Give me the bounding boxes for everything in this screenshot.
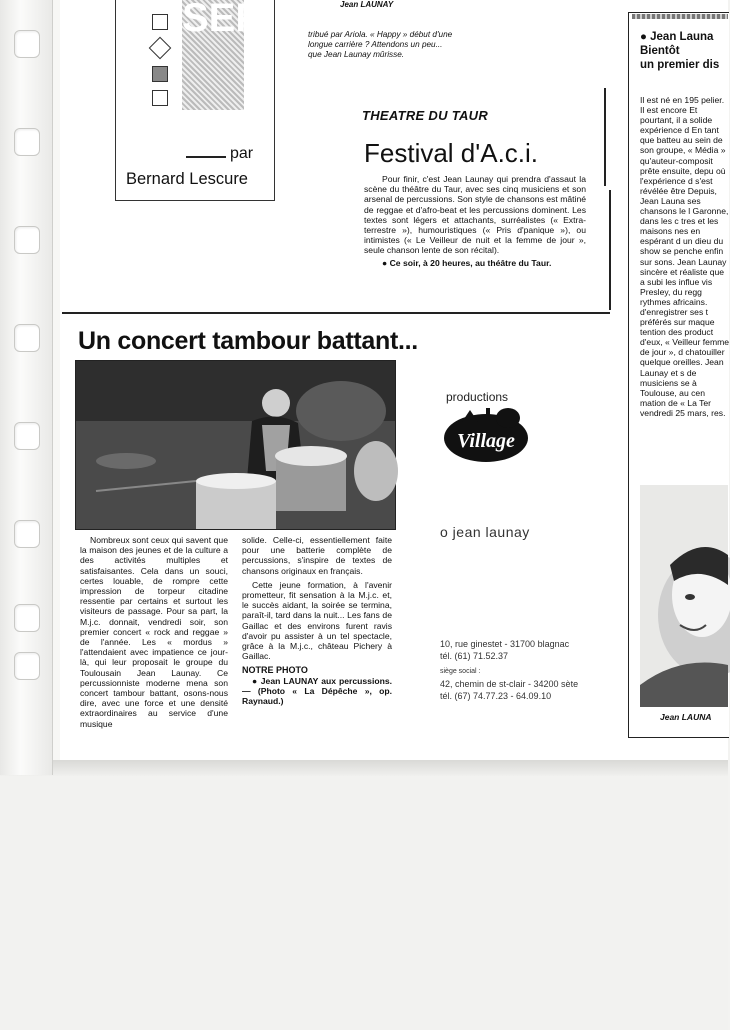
right-article-body: Il est né en 195 pelier. Il est encore Et pourtant, il a solide expérience d En tant que batteu au sein de son groupe, « Média » qu'auteur-composit prête ensuite, depu où l'expérience d s'est révélée être Depuis, Jean Launa ses chansons le l Garonne, dans les c tres et les maisons nes en espérant d un dieu du show se penche enfin sur sons. Jean Launay sincère et réaliste que a subi les influe vis Presley, du regg rythmes africains. d'enregistrer ses t préférés sur maque tention des product d'eux, « Veilleur femme de jour », d chatouiller quelque oreilles. Jean Launay et s de musiciens se à Toulouse, au cen mation de « La Ter vendredi 25 mars, res. (640, 95, 730, 418)
concert-paragraph: Nombreux sont ceux qui savent que la maison des jeunes et de la culture a des activités multiples et satisfaisantes. Cela dans un souci, certes louable, de rompre cette impression de torpeur citadine ressentie par certains et surtout les visiteurs de passage. Pour sa part, la M.j.c. donnait, vendredi soir, son premier concert « rock and reggae » de l'année. Les « mordus » l'attendaient avec impatience ce jour-là, qui leur proposait le groupe du Toulousain Jean Launay. Ce percussionniste moderne mena son concert tambour battant, osons-nous dire, avec une force et une densité extraordinaires au service d'une musique (80, 535, 228, 729)
card-phone: tél. (67) 74.77.23 - 64.09.10 (440, 691, 552, 701)
right-article-top-band (632, 14, 728, 19)
card-name: o jean launay (440, 524, 530, 540)
theatre-schedule: ● Ce soir, à 20 heures, au théâtre du Taur. (382, 257, 552, 268)
binder-hole (14, 226, 40, 254)
right-article-title-line: Bientôt (640, 45, 680, 57)
right-article-title-line: ● Jean Launa (640, 31, 714, 43)
portrait-illustration (640, 485, 728, 707)
village-logo-icon (440, 402, 532, 470)
productions-label: productions (446, 390, 509, 404)
column-author: Bernard Lescure (126, 170, 248, 188)
theatre-paragraph: Pour finir, c'est Jean Launay qui prendra d'assaut la scène du théâtre du Taur, avec ses cinq musiciens et son arsenal de percussions. Son style de chansons est mâtiné de reggae et d'afro-beat et les percussions dominent. Les textes sont légers et attachants, surréalistes (« Extra-terrestre »), humouristiques (« Pris d'panique »), ou intimistes (« Le Veilleur de nuit et la femme de jour », seule chanson lente de son récital). (364, 174, 586, 256)
square-icon (152, 14, 168, 30)
sleeve-bottom-edge (0, 760, 728, 776)
card-address: 10, rue ginestet - 31700 blagnac (440, 639, 570, 649)
section-divider (62, 312, 610, 314)
binder-hole (14, 652, 40, 680)
photo-caption: tribué par Ariola. « Happy » début d'une longue carrière ? Attendons un peu... que Jean Launay mûrisse. (308, 30, 453, 59)
card-phone: tél. (61) 71.52.37 (440, 651, 509, 661)
drummer-photo-illustration (76, 361, 395, 529)
vertical-rule (604, 88, 606, 186)
by-line-rule (186, 156, 226, 158)
card-address: 42, chemin de st-clair - 34200 sète (440, 679, 579, 689)
binder-hole (14, 128, 40, 156)
binder-hole (14, 520, 40, 548)
column-vertical-title: SEP (182, 0, 244, 110)
binder-edge (0, 0, 53, 775)
right-photo-caption: Jean LAUNA (660, 712, 712, 722)
right-article-headline (640, 30, 719, 72)
column-header-box (115, 0, 275, 201)
card-siege-label: siège social : (440, 668, 481, 675)
binder-hole (14, 604, 40, 632)
binder-hole (14, 324, 40, 352)
concert-photo (75, 360, 396, 530)
theatre-kicker: THEATRE DU TAUR (362, 108, 489, 123)
village-logo (440, 402, 532, 470)
binder-hole (14, 30, 40, 58)
concert-column-1 (80, 535, 228, 733)
festival-title: Festival d'A.c.i. (364, 138, 539, 168)
concert-paragraph: solide. Celle-ci, essentiellement faite pour une batterie complète de percussions, s'inspire de textes de chansons originaux en français. (242, 535, 392, 576)
photo-note-body: ● Jean LAUNAY aux percussions. — (Photo « La Dépêche », op. Raynaud.) (242, 675, 392, 707)
village-logo-text: Village (457, 430, 515, 452)
right-article-title-line: un premier dis (640, 59, 720, 71)
photo-note-title: NOTRE PHOTO (242, 665, 308, 676)
concert-paragraph: Cette jeune formation, à l'avenir prometteur, fit sensation à la M.j.c. et, le succès aidant, la soirée se termina, paraît-il, tard dans la nuit... Les fans de Gaillac et des environs furent ravis d'avoir pu assister à un tel spectacle, grâce à la M.j.c., château Pichery à Gaillac. (242, 579, 392, 662)
concert-column-2 (242, 535, 392, 710)
vertical-rule (609, 190, 611, 310)
square-icon (152, 90, 168, 106)
card-contact (440, 638, 578, 702)
filled-square-icon (152, 66, 168, 82)
right-article-photo (640, 485, 728, 707)
theatre-article-body (364, 174, 586, 268)
by-label: par (230, 145, 254, 162)
background-below-sleeve (0, 776, 728, 1030)
binder-hole (14, 422, 40, 450)
diamond-icon (149, 37, 172, 60)
concert-headline: Un concert tambour battant... (78, 327, 418, 355)
top-author: Jean LAUNAY (340, 0, 394, 9)
